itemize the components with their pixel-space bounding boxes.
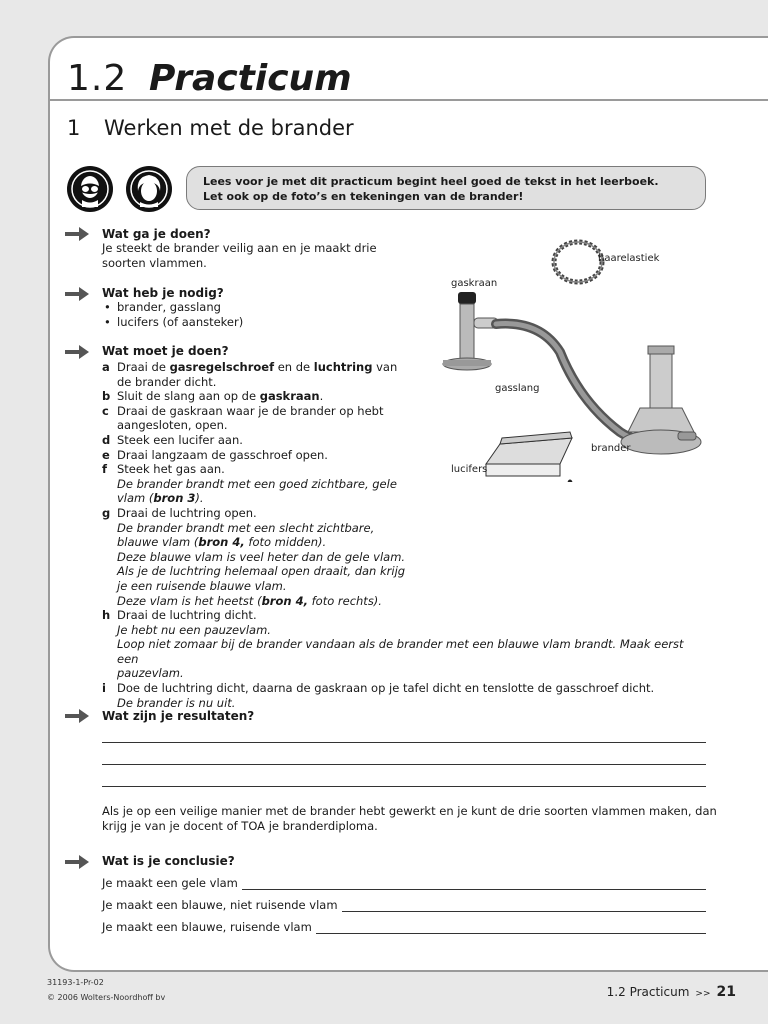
hair-elastic-icon: [554, 242, 602, 282]
instruction-note: [186, 166, 706, 210]
label-gaskraan: gaskraan: [451, 278, 498, 289]
answer-line[interactable]: [102, 786, 706, 787]
list-item: • brander, gasslang: [102, 300, 243, 315]
label-gasslang: gasslang: [495, 383, 540, 394]
step-g: g Draai de luchtring open. De brander brandt met een slecht zichtbare, blauwe vlam (bron 4, foto midden). Deze blauwe vlam is veel heter dan de gele vlam. Als je de luchtring helemaal open draait, dan krijg je een ruisende blauwe vlam. Deze vlam is het heetst (bron 4, foto rechts).: [102, 505, 406, 608]
chapter-number: 1.2: [67, 58, 128, 99]
section-heading-conclusie: Wat is je conclusie?: [102, 854, 235, 868]
section-heading-nodig: Wat heb je nodig?: [102, 286, 224, 300]
conclusion-line-3: Je maakt een blauwe, ruisende vlam: [102, 920, 706, 934]
page-footer: [607, 984, 736, 1000]
answer-blank[interactable]: [342, 899, 706, 912]
materials-list: [102, 300, 243, 329]
section-heading-doen: Wat ga je doen?: [102, 227, 211, 241]
arrow-right-icon: [64, 854, 90, 870]
hair-tie-icon: [126, 166, 172, 212]
answer-blank[interactable]: [316, 921, 706, 934]
page-number: 21: [716, 984, 736, 1000]
section-title: [67, 116, 354, 140]
label-haarelastiek: haarelastiek: [598, 253, 660, 264]
safety-goggles-icon: [67, 166, 113, 212]
answer-blank[interactable]: [242, 877, 706, 890]
step-e: e Draai langzaam de gasschroef open.: [102, 447, 328, 462]
step-b: b Sluit de slang aan op de gaskraan.: [102, 389, 324, 404]
conclusion-line-2: Je maakt een blauwe, niet ruisende vlam: [102, 898, 706, 912]
result-paragraph: Als je op een veilige manier met de brander hebt gewerkt en je kunt de drie soorten vlammen maken, dan krijg je van je docent of TOA je branderdiploma.: [102, 804, 717, 833]
step-a: a Draai de gasregelschroef en de luchtring van de brander dicht.: [102, 360, 398, 389]
section-number: 1: [67, 116, 81, 140]
list-item: • lucifers (of aansteker): [102, 315, 243, 330]
instruction-note-line1: Lees voor je met dit practicum begint heel goed de tekst in het leerboek.: [203, 175, 659, 188]
section-heading-moet: Wat moet je doen?: [102, 344, 229, 358]
label-lucifers: lucifers: [451, 464, 488, 475]
footer-section: 1.2 Practicum: [606, 985, 690, 999]
matchbox-icon: [486, 432, 572, 476]
step-d: d Steek een lucifer aan.: [102, 432, 243, 447]
match-icon: [556, 480, 573, 483]
step-i: i Doe de luchtring dicht, daarna de gaskraan op je tafel dicht en tenslotte de gasschroef dicht. De brander is nu uit.: [102, 681, 655, 710]
step-f: f Steek het gas aan. De brander brandt met een goed zichtbare, gele vlam (bron 3).: [102, 462, 397, 506]
gas-tap-icon: [443, 292, 498, 370]
section-title-text: Werken met de brander: [104, 116, 354, 140]
title-divider: [50, 99, 768, 101]
arrow-right-icon: [64, 226, 90, 242]
step-h: h Draai de luchtring dicht. Je hebt nu een pauzevlam. Loop niet zomaar bij de brander vandaan als de brander met een blauwe vlam brandt. Maak eerst een pauzevlam.: [102, 608, 684, 681]
answer-line[interactable]: [102, 764, 706, 765]
copyright: © 2006 Wolters-Noordhoff bv: [47, 993, 166, 1002]
arrow-right-icon: [64, 344, 90, 360]
arrow-right-icon: [64, 708, 90, 724]
document-code: 31193-1-Pr-02: [47, 978, 104, 987]
label-brander: brander: [591, 443, 631, 454]
burner-setup-illustration: [430, 232, 720, 482]
section-heading-resultaten: Wat zijn je resultaten?: [102, 709, 255, 723]
bunsen-burner-icon: [621, 346, 701, 454]
chapter-title: Practicum: [149, 58, 352, 99]
step-c: c Draai de gaskraan waar je de brander op hebt aangesloten, open.: [102, 403, 384, 433]
conclusion-line-1: Je maakt een gele vlam: [102, 876, 706, 890]
arrow-right-icon: [64, 286, 90, 302]
footer-separator: >>: [695, 989, 711, 999]
answer-line[interactable]: [102, 742, 706, 743]
worksheet-page: [48, 36, 768, 972]
instruction-note-line2: Let ook op de foto’s en tekeningen van de brander!: [203, 190, 524, 203]
doen-text: Je steekt de brander veilig aan en je maakt drie soorten vlammen.: [102, 241, 377, 270]
